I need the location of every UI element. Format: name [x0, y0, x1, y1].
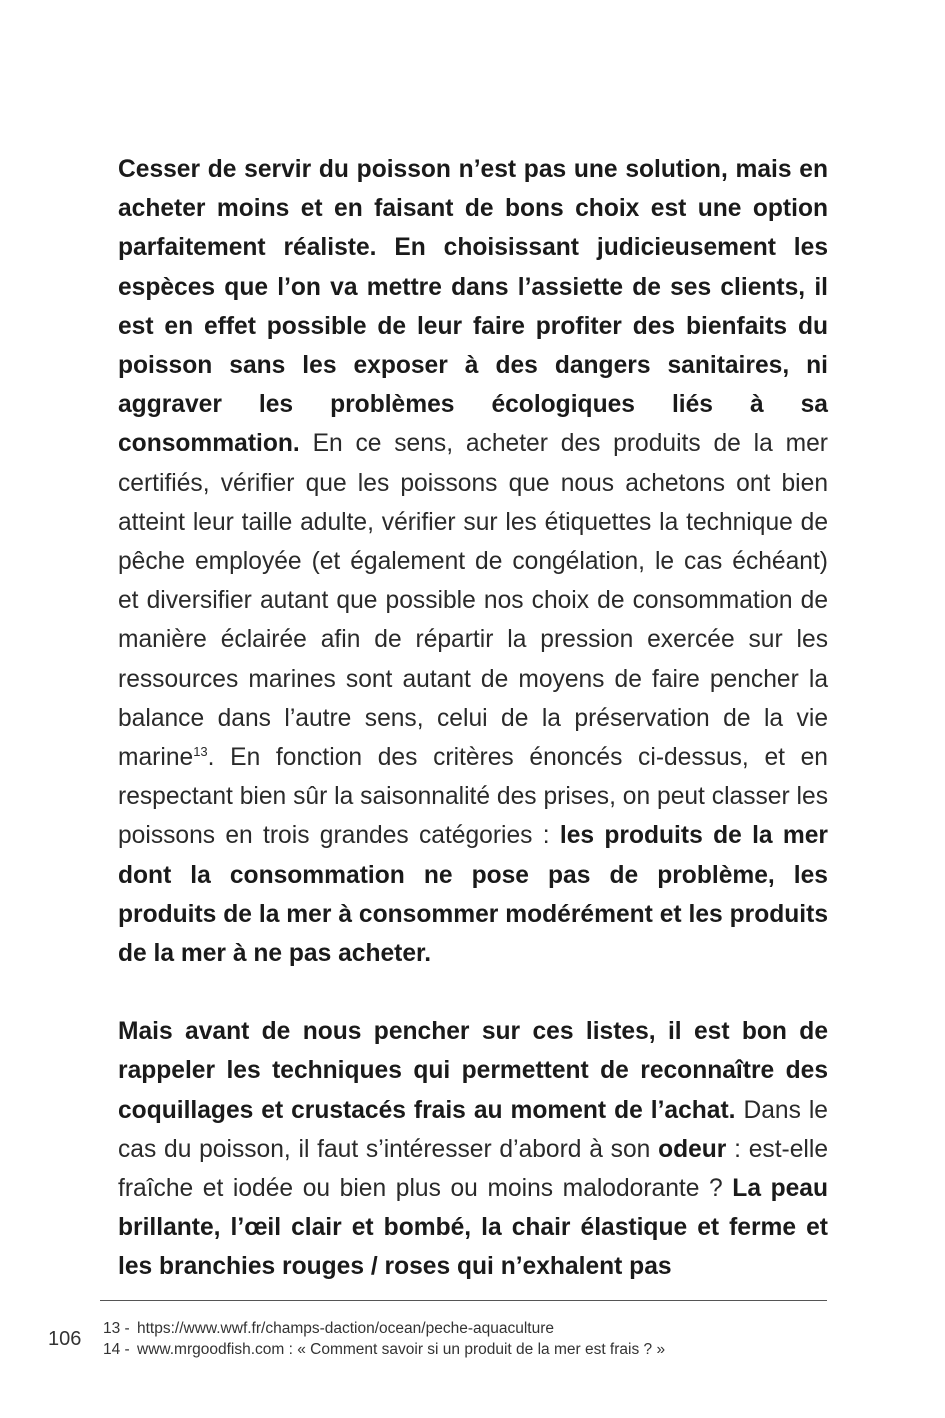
footnotes: [103, 1318, 827, 1360]
footnote-link[interactable]: https://www.wwf.fr/champs-daction/ocean/peche-aquaculture: [137, 1320, 554, 1337]
footnote-text: www.mrgoodfish.com : « Comment savoir si un produit de la mer est frais ? »: [137, 1341, 666, 1358]
body-text: [118, 150, 828, 1287]
body-span: Dans le cas du poisson, il faut s’intéresser d’abord à son: [118, 1096, 828, 1163]
footnote-number: 14 -: [103, 1341, 130, 1358]
footnote-reference: 13: [193, 743, 208, 759]
page-number: 106: [48, 1328, 82, 1350]
body-span: : est-elle fraîche et iodée ou bien plus ou moins malodorante ?: [118, 1135, 829, 1203]
bold-text: La peau brillante, l’œil clair et bombé, la chair élastique et ferme et les branchies rouges / roses qui n’exhalent pas: [118, 1175, 829, 1281]
body-span: En ce sens, acheter des produits de la mer certifiés, vérifier que les poissons que nous achetons ont bien atteint leur taille adulte, vérifier sur les étiquettes la technique de pêche employée (et également de congélation, le cas échéant) et diversifier autant que possible nos choix de consommation de manière éclairée afin de répartir la pression exercée sur les ressources marines sont autant de moyens de faire pencher la balance dans l’autre sens, celui de la préservation de la vie marine: [118, 430, 828, 772]
footnote-number: 13 -: [103, 1320, 130, 1337]
bold-text: les produits de la mer dont la consommation ne pose pas de problème, les produits de la mer à consommer modérément et les produits de la mer à ne pas acheter.: [118, 822, 829, 968]
footnote: [103, 1339, 827, 1360]
paragraph: [118, 1012, 828, 1286]
footnote-divider: [100, 1300, 827, 1301]
bold-text: odeur: [658, 1135, 727, 1163]
bold-text: Mais avant de nous pencher sur ces listes, il est bon de rappeler les techniques qui permettent de reconnaître des coquillages et crustacés frais au moment de l’achat.: [118, 1018, 828, 1124]
footnote: [103, 1318, 827, 1339]
bold-text: Cesser de servir du poisson n’est pas une solution, mais en acheter moins et en faisant de bons choix est une option parfaitement réaliste. En choisissant judicieusement les espèces que l’on va mettre dans l’assiette de ses clients, il est en effet possible de leur faire profiter des bienfaits du poisson sans les exposer à des dangers sanitaires, ni aggraver les problèmes écologiques liés à sa consommation.: [118, 156, 828, 458]
paragraph: [118, 150, 828, 973]
body-span: . En fonction des critères énoncés ci-dessus, et en respectant bien sûr la saisonnalité des prises, on peut classer les poissons en trois grandes catégories :: [118, 744, 828, 850]
